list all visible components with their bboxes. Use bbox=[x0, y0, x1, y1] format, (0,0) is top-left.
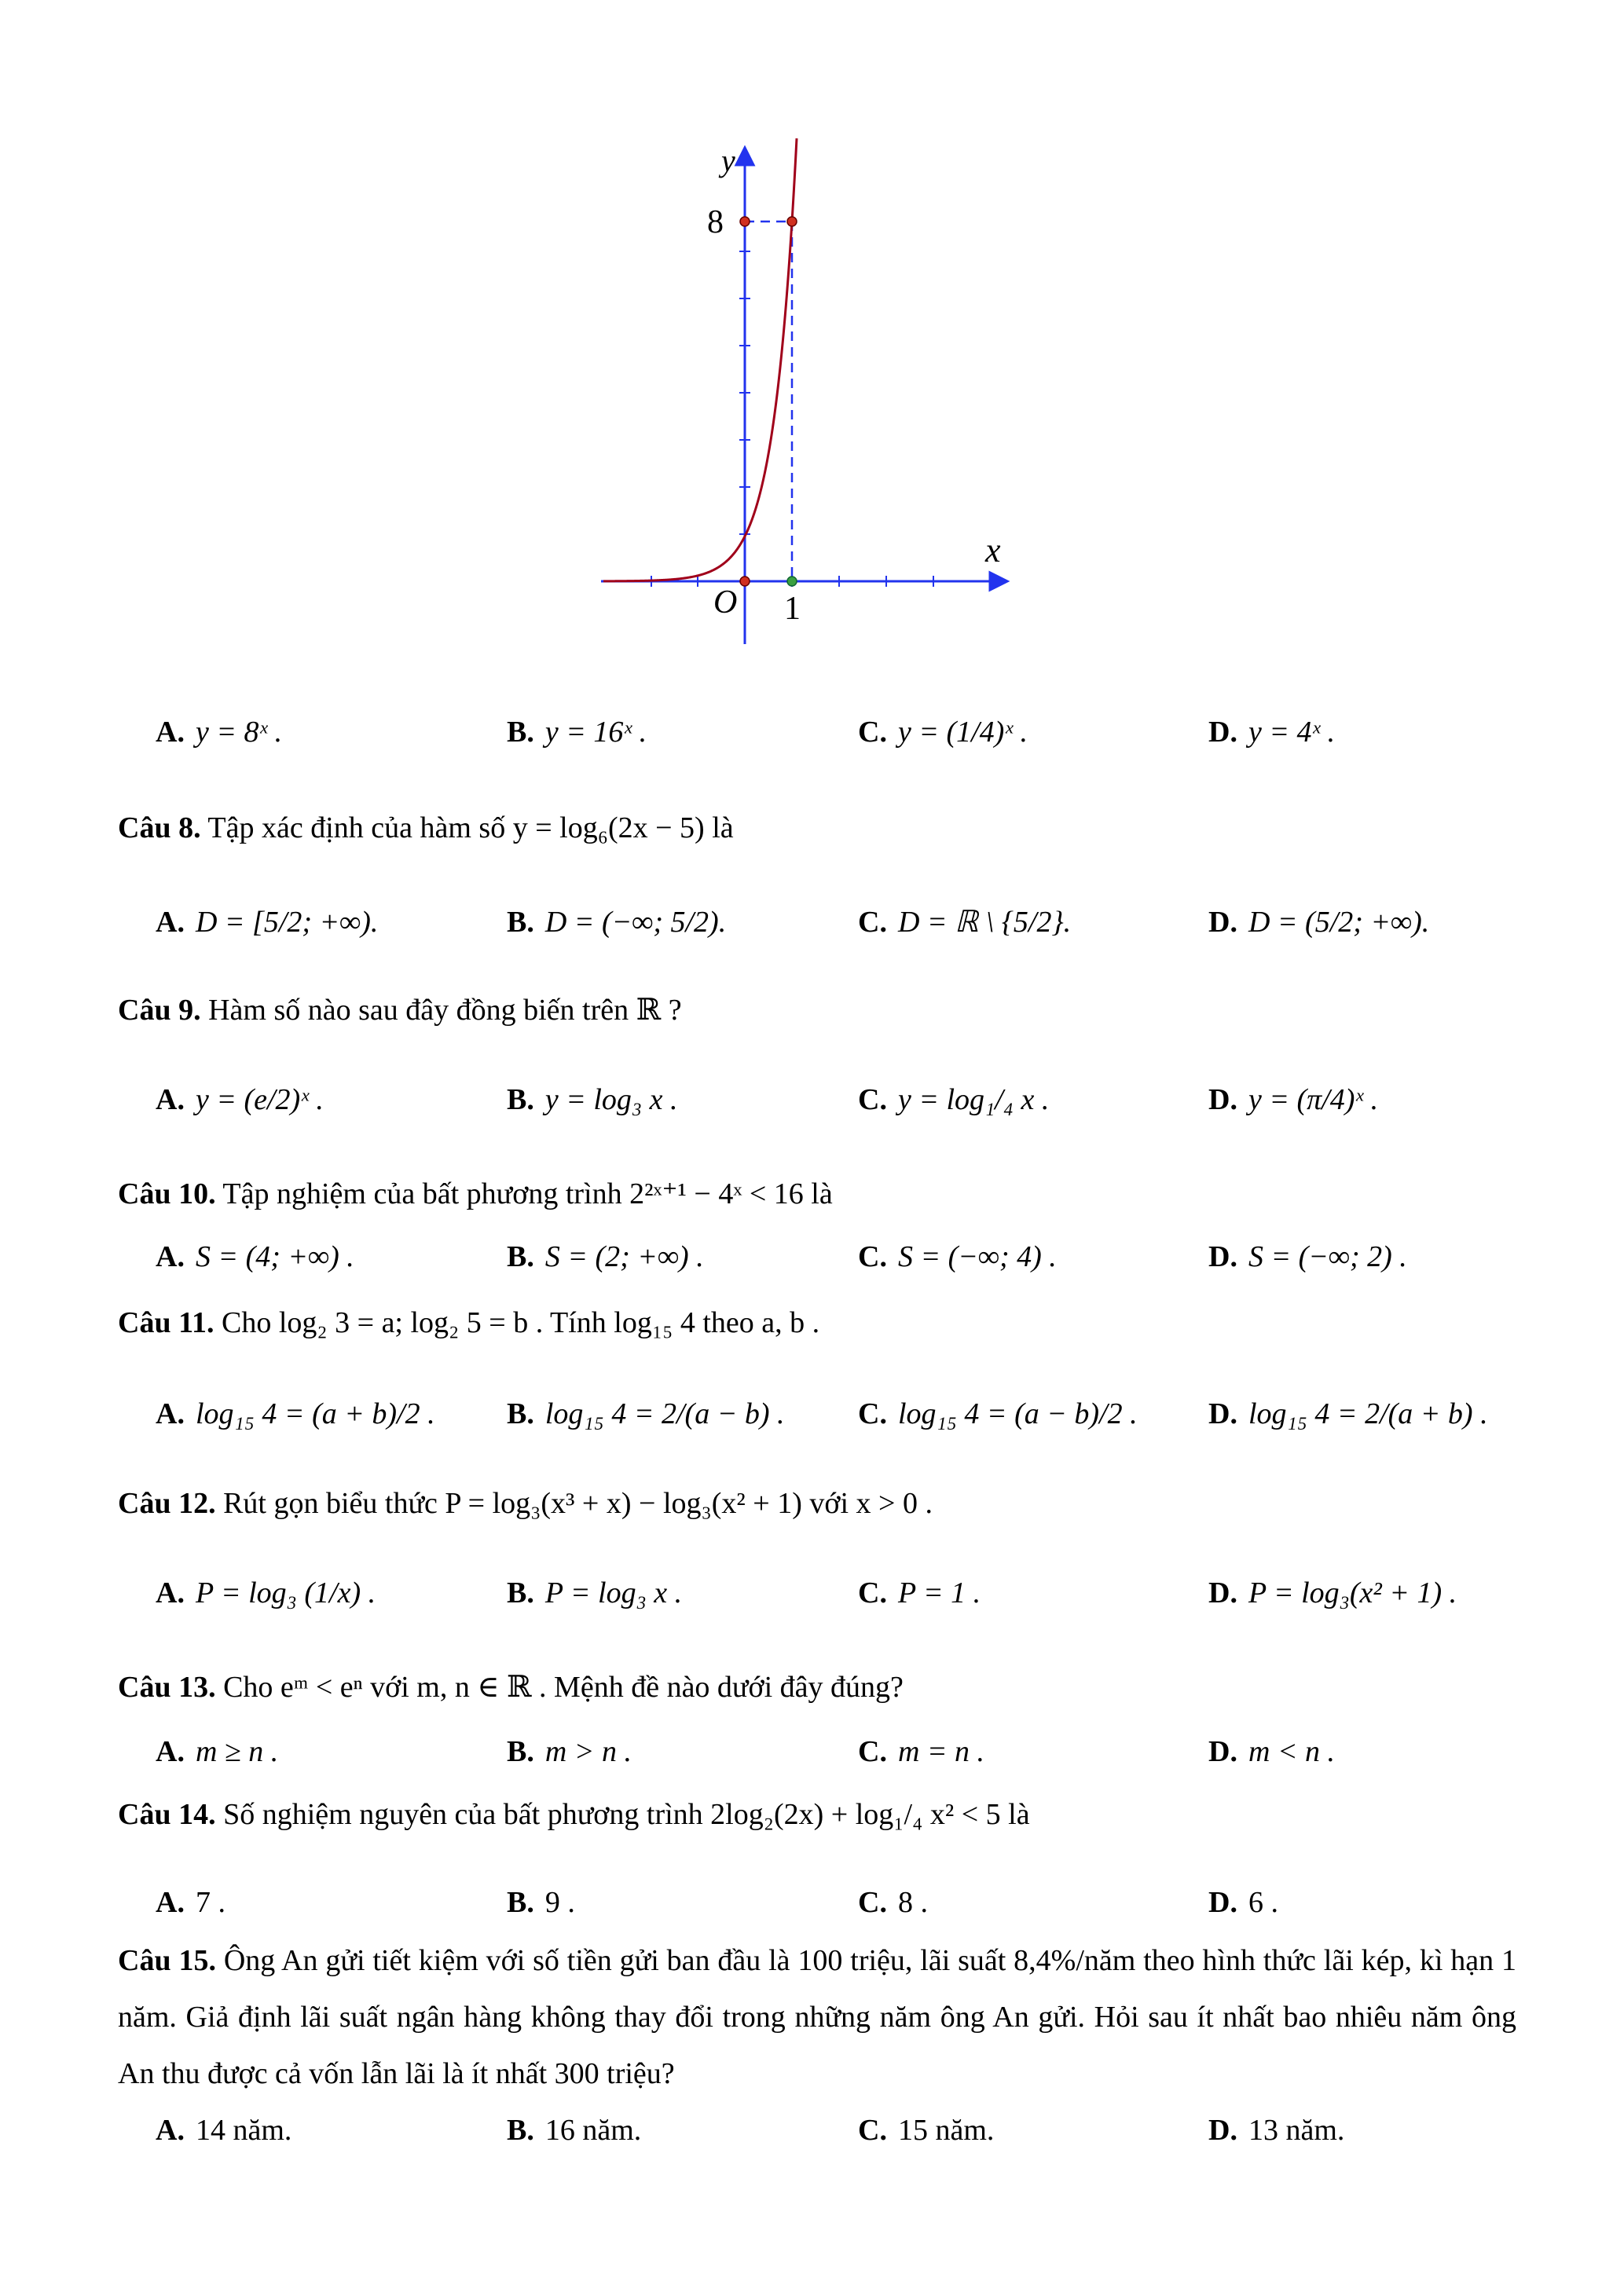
q8-option-b: B. D = (−∞; 5/2). bbox=[507, 906, 727, 939]
x-axis-label: x bbox=[985, 531, 1001, 569]
q7-option-a: A. y = 8ˣ . bbox=[156, 716, 283, 749]
q7-option-b: B. y = 16ˣ . bbox=[507, 716, 647, 749]
q14-option-c: C. 8 . bbox=[858, 1886, 928, 1919]
y-axis-label: y bbox=[721, 143, 735, 178]
q9-option-d: D. y = (π/4)ˣ . bbox=[1208, 1083, 1379, 1116]
q15-option-b: B. 16 năm. bbox=[507, 2114, 642, 2147]
question-12: Câu 12. Rút gọn biểu thức P = log₃(x³ + x) − log₃(x² + 1) với x > 0 . bbox=[118, 1487, 933, 1520]
q15-option-c: C. 15 năm. bbox=[858, 2114, 995, 2147]
q9-option-b: B. y = log₃ x . bbox=[507, 1083, 678, 1116]
point-y-intercept bbox=[740, 577, 750, 586]
q13-option-c: C. m = n . bbox=[858, 1735, 985, 1768]
exponential-curve bbox=[603, 138, 797, 581]
question-9: Câu 9. Hàm số nào sau đây đồng biến trên ℝ ? bbox=[118, 994, 682, 1027]
q13-option-a: A. m ≥ n . bbox=[156, 1735, 279, 1768]
question-11: Câu 11. Cho log₂ 3 = a; log₂ 5 = b . Tính log₁₅ 4 theo a, b . bbox=[118, 1306, 820, 1339]
q10-option-b: B. S = (2; +∞) . bbox=[507, 1240, 704, 1273]
q14-option-b: B. 9 . bbox=[507, 1886, 575, 1919]
q15-option-d: D. 13 năm. bbox=[1208, 2114, 1345, 2147]
q12-option-d: D. P = log₃(x² + 1) . bbox=[1208, 1576, 1457, 1609]
question-8: Câu 8. Tập xác định của hàm số y = log₆(2x − 5) là bbox=[118, 811, 734, 844]
question-15: Câu 15. Ông An gửi tiết kiệm với số tiền gửi ban đầu là 100 triệu, lãi suất 8,4%/năm theo hình thức lãi kép, kì hạn 1 năm. Giả định lãi suất ngân hàng không thay đổi trong những năm ông An gửi. Hỏi sau ít nhất bao nhiêu năm ông An thu được cả vốn lẫn lãi là ít nhất 300 triệu? bbox=[118, 1944, 1517, 2090]
q10-option-d: D. S = (−∞; 2) . bbox=[1208, 1240, 1407, 1273]
q12-option-c: C. P = 1 . bbox=[858, 1576, 981, 1609]
x-tick-label-1: 1 bbox=[784, 591, 801, 627]
question-13: Câu 13. Cho eᵐ < eⁿ với m, n ∈ ℝ . Mệnh đề nào dưới đây đúng? bbox=[118, 1671, 904, 1704]
q15-option-a: A. 14 năm. bbox=[156, 2114, 292, 2147]
q8-option-c: C. D = ℝ \ {5/2}. bbox=[858, 906, 1072, 939]
question-14: Câu 14. Số nghiệm nguyên của bất phương trình 2log₂(2x) + log₁/₄ x² < 5 là bbox=[118, 1798, 1030, 1831]
point-curve-1-8 bbox=[787, 217, 797, 226]
origin-label: O bbox=[713, 584, 738, 621]
q10-option-a: A. S = (4; +∞) . bbox=[156, 1240, 354, 1273]
y-tick-label-8: 8 bbox=[707, 204, 724, 240]
q11-option-a: A. log₁₅ 4 = (a + b)/2 . bbox=[156, 1397, 435, 1430]
q8-option-a: A. D = [5/2; +∞). bbox=[156, 906, 379, 939]
q13-option-b: B. m > n . bbox=[507, 1735, 632, 1768]
q8-option-d: D. D = (5/2; +∞). bbox=[1208, 906, 1430, 939]
question-10: Câu 10. Tập nghiệm của bất phương trình 2²ˣ⁺¹ − 4ˣ < 16 là bbox=[118, 1177, 833, 1210]
exponential-graph bbox=[581, 134, 1021, 668]
q13-option-d: D. m < n . bbox=[1208, 1735, 1336, 1768]
q7-option-c: C. y = (1/4)ˣ . bbox=[858, 716, 1028, 749]
q14-option-d: D. 6 . bbox=[1208, 1886, 1278, 1919]
q7-option-d: D. y = 4ˣ . bbox=[1208, 716, 1336, 749]
q11-option-d: D. log₁₅ 4 = 2/(a + b) . bbox=[1208, 1397, 1488, 1430]
q9-option-c: C. y = log₁/₄ x . bbox=[858, 1083, 1050, 1116]
q12-option-b: B. P = log₃ x . bbox=[507, 1576, 683, 1609]
q10-option-c: C. S = (−∞; 4) . bbox=[858, 1240, 1057, 1273]
q11-option-c: C. log₁₅ 4 = (a − b)/2 . bbox=[858, 1397, 1138, 1430]
point-y-8 bbox=[740, 217, 750, 226]
point-x-1 bbox=[787, 577, 797, 586]
q11-option-b: B. log₁₅ 4 = 2/(a − b) . bbox=[507, 1397, 785, 1430]
q14-option-a: A. 7 . bbox=[156, 1886, 225, 1919]
q12-option-a: A. P = log₃ (1/x) . bbox=[156, 1576, 376, 1609]
q9-option-a: A. y = (e/2)ˣ . bbox=[156, 1083, 324, 1116]
